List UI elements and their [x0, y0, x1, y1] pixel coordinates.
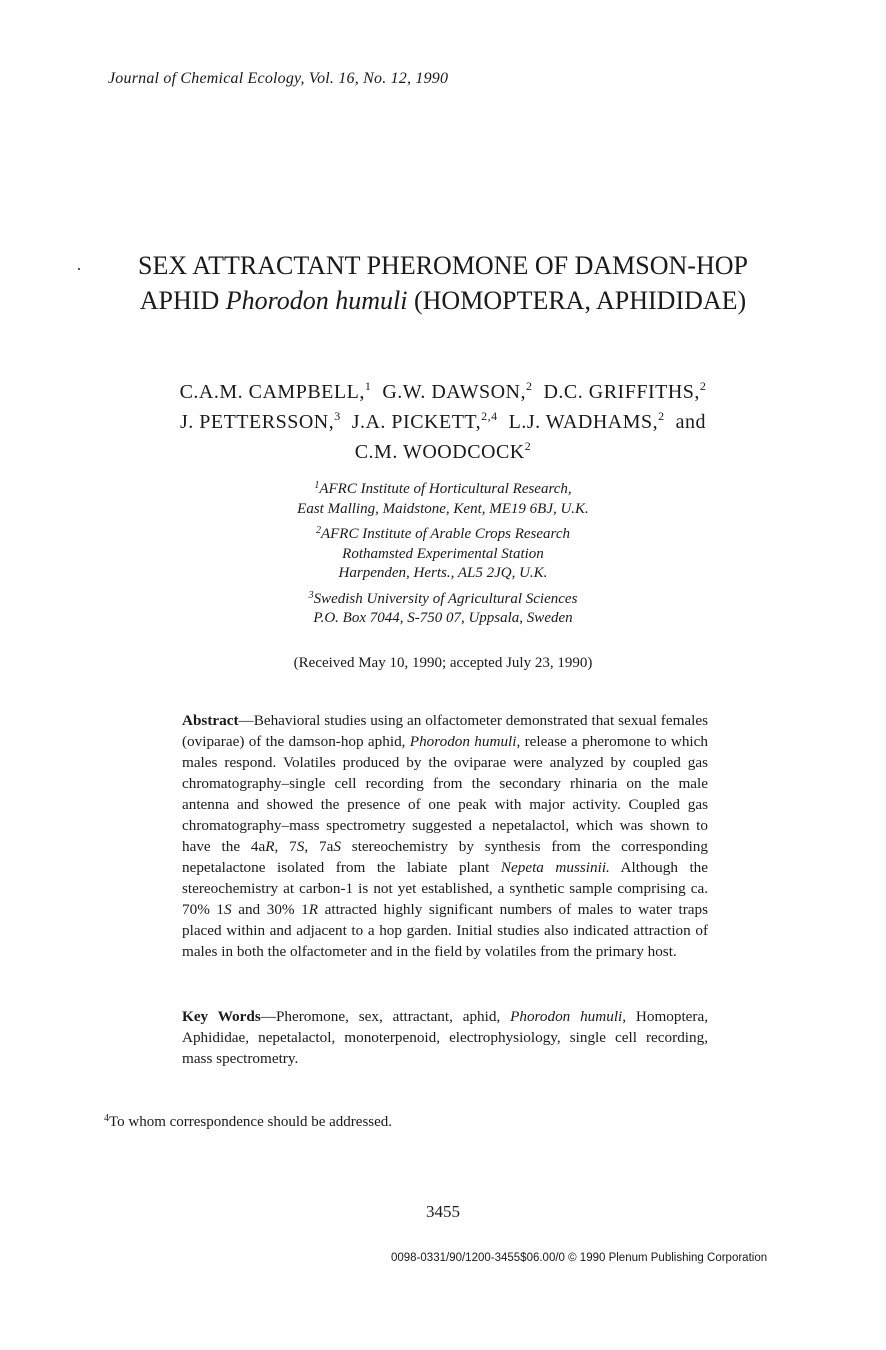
author-sup: 1 [364, 379, 372, 393]
author-name: L.J. WADHAMS, [508, 411, 659, 433]
key-words [182, 1006, 708, 1069]
author-name: J.A. PICKETT, [351, 411, 482, 433]
abstract-italic: S [333, 838, 341, 855]
keywords-italic: Phorodon humuli [510, 1008, 623, 1025]
keywords-text: , Homoptera, Aphididae, nepetalactol, monoterpenoid, electrophysiology, single cell recording, mass spectrometry. [182, 1008, 709, 1067]
affiliation-line: P.O. Box 7044, S-750 07, Uppsala, Sweden [313, 610, 573, 626]
copyright-line: 0098-0331/90/1200-3455$06.00/0 © 1990 Plenum Publishing Corporation [391, 1252, 768, 1264]
author-list [0, 377, 886, 467]
abstract-text: stereochemistry by synthesis from the corresponding nepetalactone isolated from the labiate plant [182, 838, 708, 876]
affiliation-line: Harpenden, Herts., AL5 2JQ, U.K. [338, 565, 548, 581]
affiliation-text: AFRC Institute of Arable Crops Research [320, 526, 570, 542]
affiliation-3 [0, 590, 886, 629]
keywords-text: —Pheromone, sex, attractant, aphid, [260, 1008, 511, 1025]
affiliations [0, 480, 886, 629]
footnote [104, 1114, 392, 1131]
abstract-italic: S [224, 901, 232, 918]
keywords-label: Key Words [182, 1008, 261, 1025]
abstract-italic: Phorodon humuli [409, 733, 517, 750]
author-sup: 2 [524, 439, 532, 453]
abstract-label: Abstract [182, 712, 239, 729]
author-name: G.W. DAWSON, [382, 381, 526, 403]
affiliation-text: AFRC Institute of Horticultural Research, [319, 481, 572, 497]
affiliation-line [0, 525, 886, 545]
title-line-2 [0, 283, 886, 318]
affiliation-sup: 3 [308, 589, 314, 601]
title-text: (HOMOPTERA, APHIDIDAE) [407, 286, 747, 315]
affiliation-line [0, 480, 886, 500]
title-species: Phorodon humuli [225, 286, 408, 315]
affiliation-line [0, 590, 886, 610]
author-name: D.C. GRIFFITHS, [543, 381, 700, 403]
author-line-1 [0, 377, 886, 407]
author-sup: 2 [658, 409, 665, 423]
abstract-italic: Nepeta mussinii. [500, 859, 610, 876]
author-line-3 [0, 437, 886, 467]
author-name: J. PETTERSSON, [179, 411, 335, 433]
author-sup: 2 [699, 379, 707, 393]
abstract-italic: R [308, 901, 319, 918]
author-and: and [675, 411, 707, 433]
abstract-text: attracted highly significant numbers of males to water traps placed within and adjacent to a hop garden. Initial studies also indicated attraction of males in both the olfactometer and in the field by volatiles from the primary host. [182, 901, 708, 960]
author-name: C.A.M. CAMPBELL, [179, 381, 365, 403]
footnote-sup: 4 [104, 1113, 109, 1124]
author-sup: 2,4 [481, 409, 498, 423]
abstract-text: —Behavioral studies using an olfactometer demonstrated that sexual females (oviparae) of the damson-hop aphid, [182, 712, 708, 750]
abstract-italic: S [296, 838, 305, 855]
article-title [0, 248, 886, 318]
received-dates: (Received May 10, 1990; accepted July 23, 1990) [293, 655, 593, 671]
abstract-text: and 30% 1 [231, 901, 309, 918]
abstract-text: , 7 [274, 838, 297, 855]
title-text: APHID [139, 286, 226, 315]
affiliation-sup: 1 [314, 480, 320, 491]
affiliation-text: Swedish University of Agricultural Sciences [313, 590, 578, 607]
page-number: 3455 [426, 1202, 460, 1221]
author-name: C.M. WOODCOCK [354, 441, 525, 463]
affiliation-line: East Malling, Maidstone, Kent, ME19 6BJ, U.K. [297, 500, 589, 517]
author-sup: 3 [334, 409, 341, 423]
abstract-text: , release a pheromone to which males respond. Volatiles produced by the oviparae were analyzed by coupled gas chromatography–single cell recording from the secondary rhinaria on the male antenna and showed the presence of one peak with major activity. Coupled gas chromatography–mass spectrometry suggested a nepetalactol, which was shown to have the 4a [182, 733, 708, 855]
affiliation-sup: 2 [315, 525, 321, 536]
affiliation-line: Rothamsted Experimental Station [342, 545, 544, 562]
journal-citation: Journal of Chemical Ecology, Vol. 16, No. 12, 1990 [108, 70, 449, 87]
author-line-2 [0, 407, 886, 437]
abstract [182, 710, 708, 962]
abstract-italic: R [265, 838, 275, 855]
abstract-text: Although the stereochemistry at carbon-1 is not yet established, a synthetic sample comprising ca. 70% 1 [182, 859, 709, 918]
abstract-text: , 7a [304, 838, 334, 855]
author-sup: 2 [525, 379, 533, 393]
footnote-text: To whom correspondence should be addressed. [109, 1114, 393, 1130]
affiliation-2 [0, 525, 886, 584]
title-line-1: SEX ATTRACTANT PHEROMONE OF DAMSON-HOP [138, 251, 748, 280]
affiliation-1 [0, 480, 886, 519]
